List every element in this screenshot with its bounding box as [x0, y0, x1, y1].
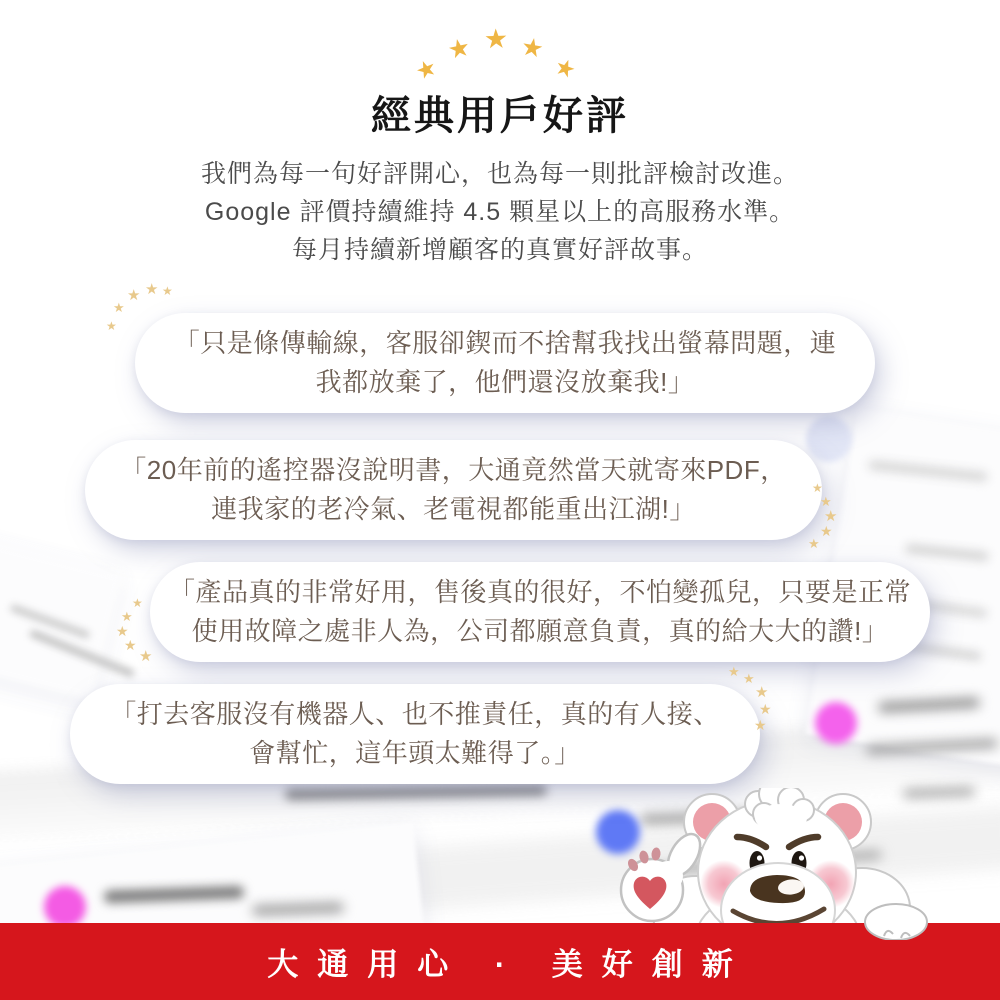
star-icon: ★ — [743, 671, 755, 686]
star-icon: ★ — [132, 596, 143, 610]
star-cluster-decoration — [804, 482, 874, 552]
star-icon: ★ — [754, 717, 767, 733]
star-icon: ★ — [483, 23, 509, 55]
star-icon: ★ — [755, 684, 769, 701]
star-icon: ★ — [824, 508, 838, 525]
star-icon: ★ — [121, 609, 133, 624]
star-icon: ★ — [411, 53, 441, 85]
intro-line: 我們為每一句好評開心，也為每一則批評檢討改進。 — [200, 160, 799, 188]
testimonial-bubble — [70, 684, 760, 784]
star-icon: ★ — [820, 523, 833, 539]
star-icon: ★ — [728, 664, 740, 679]
background-review-card — [0, 533, 123, 700]
star-icon: ★ — [127, 287, 141, 304]
star-icon: ★ — [106, 319, 117, 333]
star-icon: ★ — [820, 494, 832, 509]
testimonial-text: 我都放棄了，他們還沒放棄我!」 — [315, 367, 695, 397]
testimonial-text: 使用故障之處非人為，公司都願意負責，真的給大大的讚!」 — [191, 616, 889, 646]
intro-line: Google 評價持續維持 4.5 顆星以上的高服務水準。 — [204, 198, 796, 226]
blurred-avatar — [44, 886, 86, 928]
testimonial-text: 「只是條傳輸線，客服卻鍥而不捨幫我找出螢幕問題，連 — [173, 328, 837, 358]
star-icon: ★ — [113, 300, 125, 315]
star-icon: ★ — [518, 32, 546, 64]
page-title: 經典用戶好評 — [371, 94, 629, 138]
five-star-rating-icon — [411, 23, 586, 86]
testimonial-text: 「產品真的非常好用，售後真的很好，不怕變孤兒，只要是正常 — [168, 577, 911, 607]
intro-text — [0, 155, 1000, 269]
star-icon: ★ — [116, 623, 129, 639]
intro-line: 每月持續新增顧客的真實好評故事。 — [291, 236, 708, 264]
bear-right-paw — [865, 904, 927, 940]
testimonial-text: 「打去客服沒有機器人、也不推責任，真的有人接、 — [110, 699, 720, 729]
star-cluster-decoration — [724, 663, 794, 733]
star-icon: ★ — [162, 284, 173, 298]
testimonial-bubble — [135, 313, 875, 413]
star-cluster-decoration — [116, 597, 186, 667]
star-cluster-decoration — [106, 282, 176, 352]
blurred-avatar — [815, 702, 857, 744]
brand-slogan: 大通用心 · 美好創新 — [267, 947, 752, 982]
star-icon: ★ — [812, 481, 823, 495]
testimonial-text: 連我家的老冷氣、老電視都能重出江湖!」 — [211, 494, 696, 524]
blurred-avatar — [806, 416, 852, 462]
testimonial-bubble — [150, 562, 930, 662]
testimonial-text: 會幫忙，這年頭太難得了。」 — [249, 738, 581, 768]
star-icon: ★ — [551, 52, 580, 84]
star-icon: ★ — [139, 648, 153, 665]
bear-mascot — [600, 788, 930, 940]
star-icon: ★ — [759, 701, 772, 717]
testimonial-text: 「20年前的遙控器沒說明書，大通竟然當天就寄來PDF， — [120, 455, 787, 485]
star-icon: ★ — [124, 637, 137, 653]
star-icon: ★ — [445, 32, 473, 66]
testimonial-bubble — [85, 440, 822, 540]
star-icon: ★ — [808, 536, 820, 551]
star-icon: ★ — [145, 281, 159, 298]
